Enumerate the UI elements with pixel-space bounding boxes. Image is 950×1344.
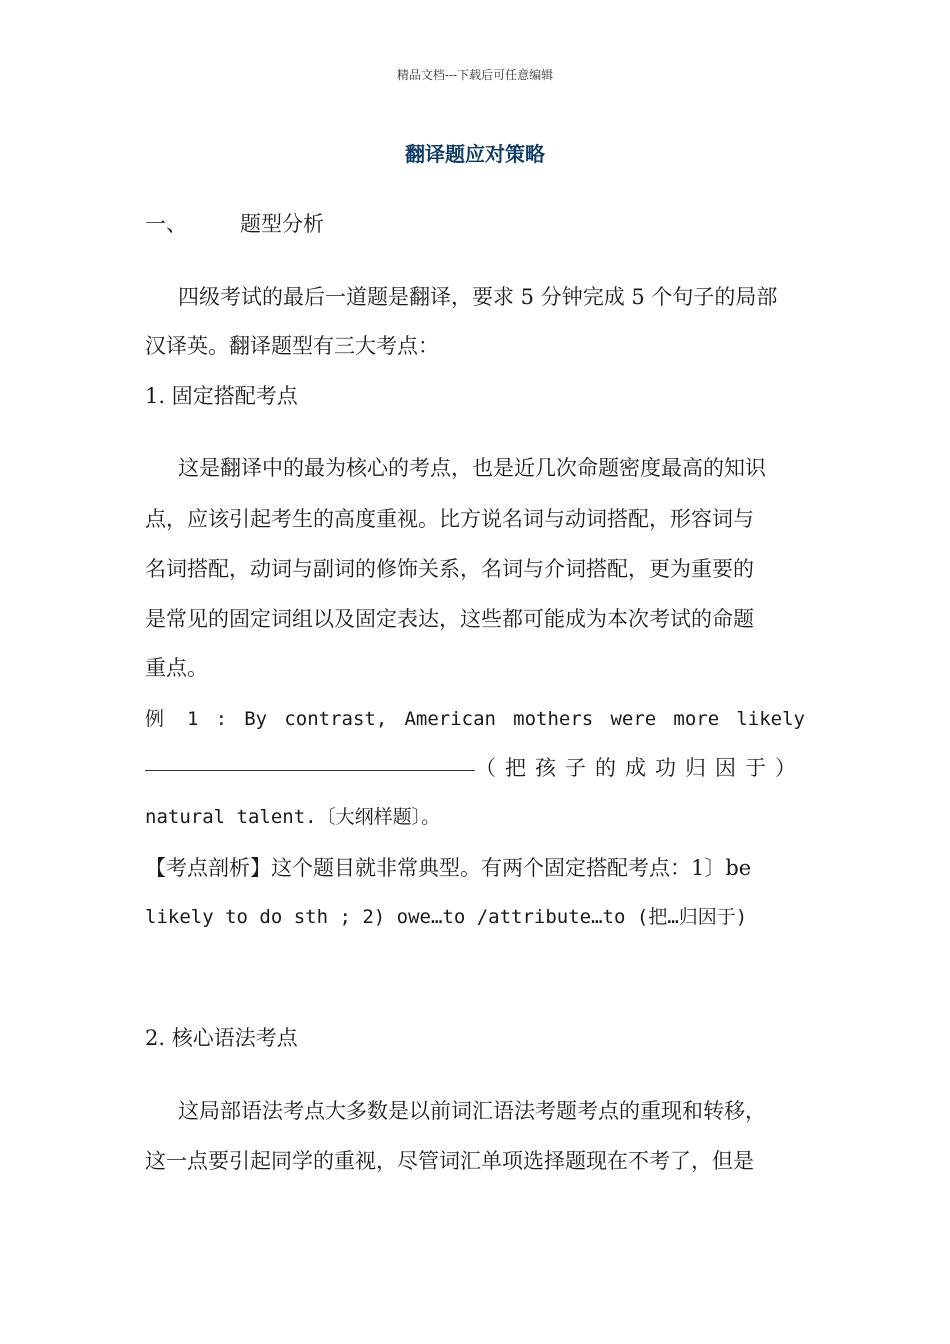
- example1-line-2: [145, 752, 805, 782]
- point2-line: 这一点要引起同学的重视，尽管词汇单项选择题现在不考了，但是: [145, 1149, 754, 1173]
- intro-line-2: 汉译英。翻译题型有三大考点：: [145, 334, 439, 358]
- section-heading: [145, 208, 324, 238]
- section-number: 一、: [145, 212, 187, 236]
- example1-line-1: 例 1 : By contrast, American mothers were more likely: [145, 708, 805, 730]
- example1-line-3-text: natural talent.〔大纲样题〕。: [145, 806, 441, 828]
- point1-heading: 1. 固定搭配考点: [145, 384, 298, 408]
- point1-line: 名词搭配，动词与副词的修饰关系，名词与介词搭配，更为重要的: [145, 557, 754, 581]
- page-title: 翻译题应对策略: [405, 142, 545, 166]
- answer-blank: [145, 752, 475, 771]
- analysis-line-2-text: likely to do sth ; 2) owe…to /attribute…to (把…归因于): [145, 906, 748, 928]
- point2-heading: 2. 核心语法考点: [145, 1026, 298, 1050]
- analysis-line-1: 【考点剖析】这个题目就非常典型。有两个固定搭配考点：1〕be: [145, 856, 752, 880]
- point1-line: 这是翻译中的最为核心的考点，也是近几次命题密度最高的知识: [178, 456, 766, 480]
- analysis-line-2: [145, 902, 747, 929]
- example1-hint: （把孩子的成功归因于）: [475, 756, 805, 780]
- point1-line: 重点。: [145, 656, 208, 680]
- intro-line-1: 四级考试的最后一道题是翻译，要求 5 分钟完成 5 个句子的局部: [178, 285, 778, 309]
- section-label: 题型分析: [240, 212, 324, 236]
- point1-line: 是常见的固定词组以及固定表达，这些都可能成为本次考试的命题: [145, 607, 754, 631]
- point2-line: 这局部语法考点大多数是以前词汇语法考题考点的重现和转移，: [178, 1099, 766, 1123]
- example1-line-3: [145, 802, 440, 829]
- page-header: 精品文档---下载后可任意编辑: [396, 68, 554, 82]
- point1-line: 点，应该引起考生的高度重视。比方说名词与动词搭配，形容词与: [145, 507, 754, 531]
